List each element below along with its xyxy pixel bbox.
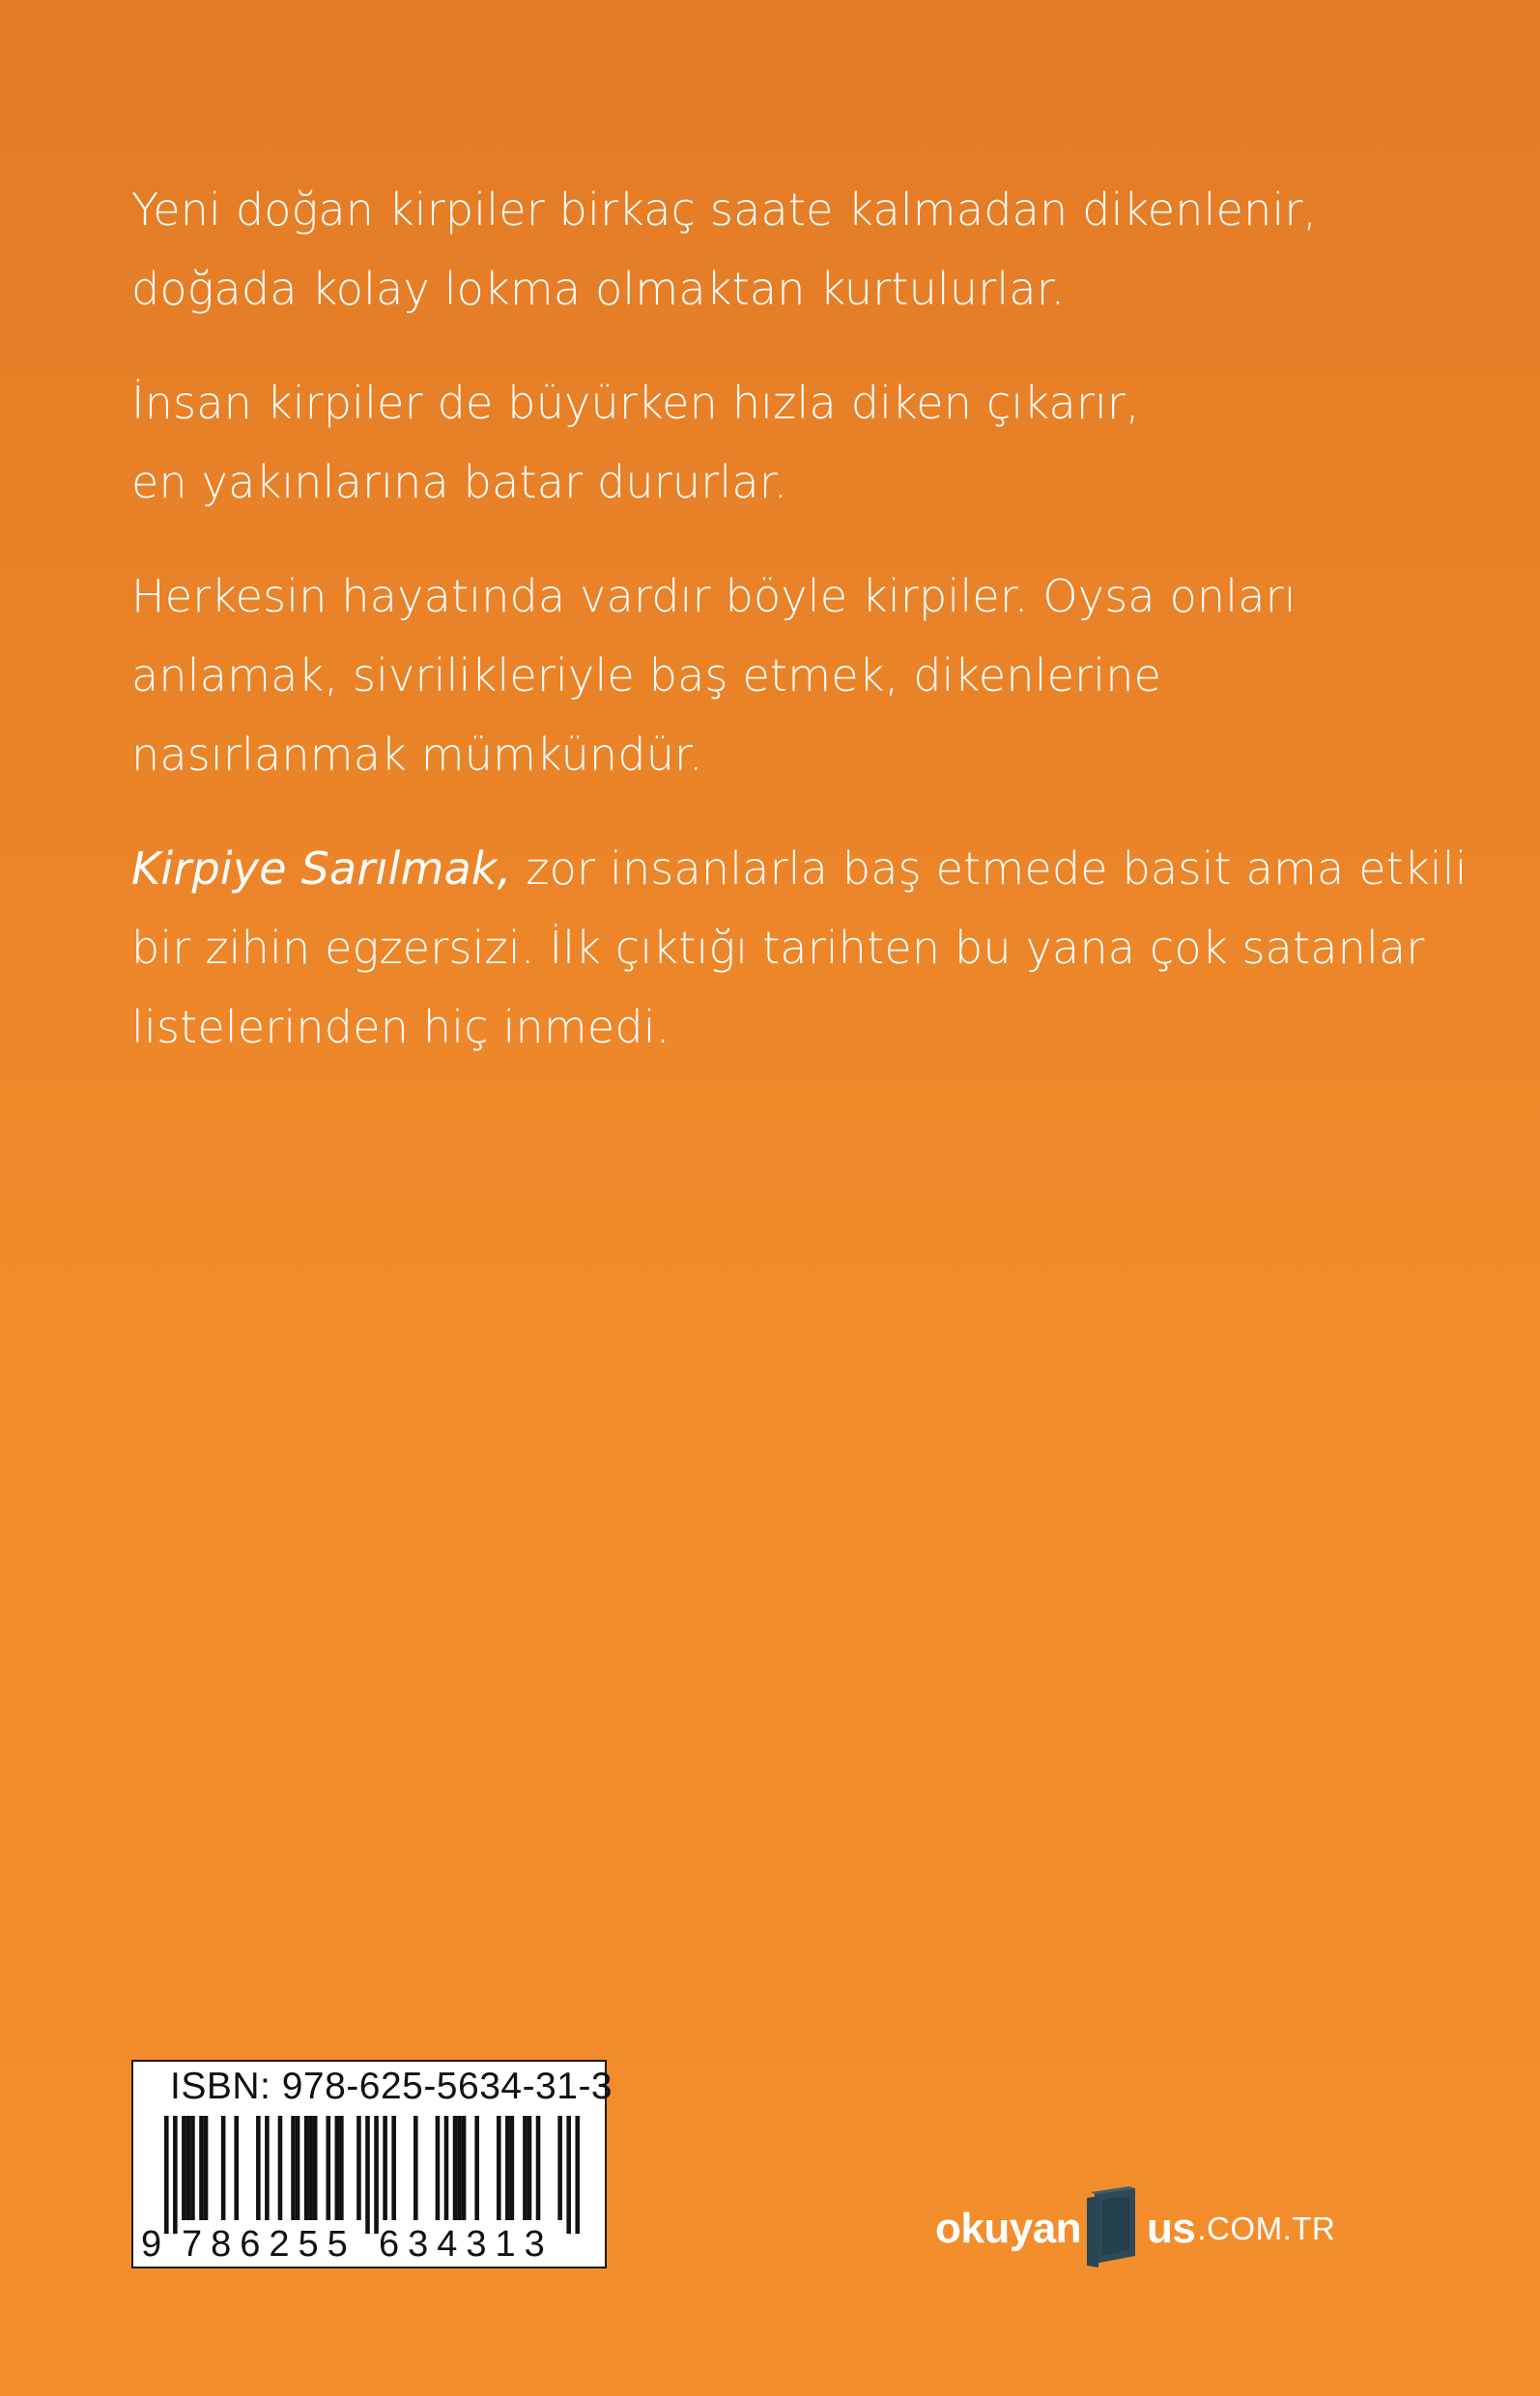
barcode-bar bbox=[374, 2116, 379, 2234]
barcode-bar bbox=[510, 2116, 515, 2220]
barcode-bar bbox=[462, 2116, 467, 2220]
barcode-digit-group-2: 634313 bbox=[379, 2224, 554, 2265]
barcode-bar bbox=[221, 2116, 226, 2220]
blurb-line: en yakınlarına batar dururlar. bbox=[131, 456, 788, 508]
barcode-bar bbox=[182, 2116, 186, 2220]
barcode-digit-lead: 9 bbox=[141, 2224, 162, 2265]
barcode-bar bbox=[204, 2116, 209, 2220]
blurb-paragraph-4 bbox=[131, 829, 1468, 1067]
publisher-logo bbox=[935, 2185, 1335, 2272]
blurb-line: İnsan kirpiler de büyürken hızla diken çıkarır, bbox=[131, 377, 1140, 429]
barcode-bar bbox=[497, 2116, 501, 2220]
barcode-bar bbox=[436, 2116, 441, 2220]
book-icon bbox=[1085, 2186, 1143, 2271]
blurb-line: nasırlanmak mümkündür. bbox=[131, 728, 703, 781]
barcode-bar bbox=[335, 2116, 340, 2220]
publisher-domain-suffix: .COM.TR bbox=[1197, 2211, 1336, 2246]
barcode-bars bbox=[164, 2116, 580, 2234]
blurb-line-text: zor insanlarla baş etmede basit ama etkili bbox=[511, 842, 1468, 895]
barcode-bar bbox=[391, 2116, 396, 2220]
isbn-barcode bbox=[131, 2060, 613, 2268]
barcode-bar bbox=[444, 2116, 449, 2220]
barcode-bar bbox=[523, 2116, 528, 2220]
barcode-bar bbox=[536, 2116, 541, 2220]
barcode-bar bbox=[566, 2116, 571, 2234]
publisher-name-part-1: okuyan bbox=[935, 2205, 1082, 2252]
barcode-bar bbox=[339, 2116, 344, 2220]
barcode-bar bbox=[186, 2116, 191, 2220]
barcode-bar bbox=[453, 2116, 458, 2220]
book-title: Kirpiye Sarılmak, bbox=[131, 842, 512, 895]
barcode-bar bbox=[365, 2116, 370, 2234]
blurb-line: anlamak, sivrilikleriyle baş etmek, dikenlerine bbox=[131, 649, 1162, 701]
isbn-label: ISBN: 978-625-5634-31-3 bbox=[170, 2066, 613, 2107]
barcode-bar bbox=[414, 2116, 418, 2220]
blurb-line: Yeni doğan kirpiler birkaç saate kalmadan dikenlenir, bbox=[131, 184, 1318, 236]
barcode-bar bbox=[528, 2116, 532, 2220]
barcode-bar bbox=[326, 2116, 330, 2220]
barcode-bar bbox=[256, 2116, 261, 2220]
barcode-bar bbox=[199, 2116, 204, 2220]
back-cover-blurb bbox=[131, 170, 1468, 1101]
blurb-line: Herkesin hayatında vardır böyle kirpiler. Oysa onları bbox=[131, 570, 1297, 622]
blurb-line: listelerinden hiç inmedi. bbox=[131, 1001, 670, 1053]
barcode-bar bbox=[313, 2116, 318, 2220]
barcode-bar bbox=[190, 2116, 195, 2220]
blurb-line: doğada kolay lokma olmaktan kurtulurlar. bbox=[131, 263, 1066, 315]
barcode-bar bbox=[457, 2116, 462, 2220]
barcode-bar bbox=[278, 2116, 283, 2220]
blurb-paragraph-2 bbox=[131, 363, 1329, 522]
blurb-paragraph-1 bbox=[131, 170, 1329, 328]
publisher-name-part-2: us bbox=[1147, 2205, 1196, 2252]
blurb-line bbox=[131, 829, 1468, 908]
barcode-bar bbox=[383, 2116, 387, 2220]
barcode-digit-group-1: 786255 bbox=[182, 2224, 356, 2265]
barcode-bar bbox=[234, 2116, 239, 2220]
barcode-bar bbox=[173, 2116, 178, 2234]
blurb-paragraph-3 bbox=[131, 556, 1329, 794]
barcode-bar bbox=[474, 2116, 479, 2220]
barcode-bar bbox=[356, 2116, 361, 2220]
barcode-bar bbox=[557, 2116, 562, 2220]
barcode-bar bbox=[291, 2116, 296, 2220]
barcode-bar bbox=[265, 2116, 270, 2220]
barcode-bar bbox=[308, 2116, 313, 2220]
barcode-bar bbox=[296, 2116, 300, 2220]
barcode-bar bbox=[164, 2116, 169, 2234]
barcode-bar bbox=[575, 2116, 580, 2234]
blurb-line: bir zihin egzersizi. İlk çıktığı tarihten bu yana çok satanlar bbox=[131, 922, 1425, 974]
barcode-bar bbox=[505, 2116, 510, 2220]
barcode-bar bbox=[304, 2116, 309, 2220]
